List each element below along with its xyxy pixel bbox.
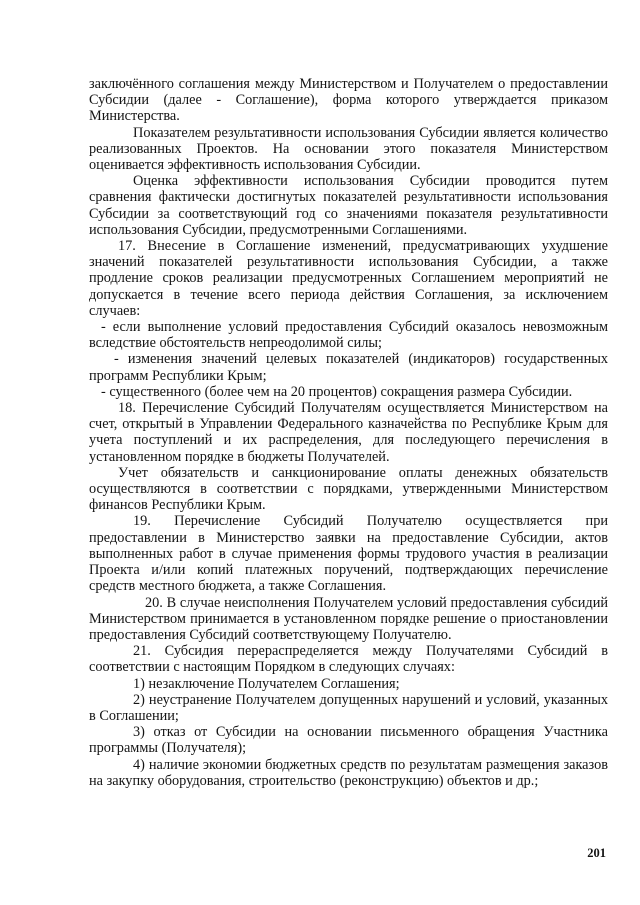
paragraph-item-19: 19. Перечисление Субсидий Получателю осуществляется при предоставлении в Министерство заявки на предоставление Субсидии, актов выполненных работ в случае применения формы трудового участия в реализации Проекта и/или копий платежных поручений, подтверждающих перечисление средств местного бюджета, а также Соглашения. (89, 513, 608, 595)
list-item: 2) неустранение Получателем допущенных нарушений и условий, указанных в Соглашении; (89, 691, 608, 724)
list-item: 3) отказ от Субсидии на основании письменного обращения Участника программы (Получателя); (89, 724, 608, 757)
document-body (89, 76, 608, 789)
paragraph: Оценка эффективности использования Субсидии проводится путем сравнения фактически достигнутых показателей результативности использования Субсидии за соответствующий год со значениями показателя результативности использования Субсидии, предусмотренными Соглашениями. (89, 173, 608, 238)
list-item: 4) наличие экономии бюджетных средств по результатам размещения заказов на закупку оборудования, строительство (реконструкцию) объектов и др.; (89, 756, 608, 789)
list-item: 1) незаключение Получателем Соглашения; (133, 675, 400, 692)
paragraph-item-18: 18. Перечисление Субсидий Получателям осуществляется Министерством на счет, открытый в Управлении Федерального казначейства по Республике Крым для учета поступлений и их распределения, для последующего перечисления в установленном порядке в бюджеты Получателей. (89, 400, 608, 465)
paragraph-item-17: 17. Внесение в Соглашение изменений, предусматривающих ухудшение значений показателей результативности использования Субсидии, а также продление сроков реализации предусмотренных Соглашением мероприятий не допускается в течение всего периода действия Соглашения, за исключением случаев: (89, 238, 608, 319)
page-number: 201 (587, 846, 606, 860)
list-item: - существенного (более чем на 20 процентов) сокращения размера Субсидии. (101, 383, 573, 400)
paragraph-item-21: 21. Субсидия перераспределяется между Получателями Субсидий в соответствии с настоящим Порядком в следующих случаях: (89, 643, 608, 676)
paragraph: заключённого соглашения между Министерством и Получателем о предоставлении Субсидии (далее - Соглашение), форма которого утверждается приказом Министерства. (89, 76, 608, 125)
paragraph: Учет обязательств и санкционирование оплаты денежных обязательств осуществляются в соответствии с порядками, утвержденными Министерством финансов Республики Крым. (89, 464, 608, 514)
paragraph: Показателем результативности использования Субсидии является количество реализованных Проектов. На основании этого показателя Министерством оценивается эффективность использования Субсидии. (89, 124, 608, 174)
list-item: - если выполнение условий предоставления Субсидий оказалось невозможным вследствие обстоятельств непреодолимой силы; (89, 319, 608, 352)
list-item: - изменения значений целевых показателей (индикаторов) государственных программ Республики Крым; (89, 351, 608, 384)
paragraph-item-20: 20. В случае неисполнения Получателем условий предоставления субсидий Министерством принимается в установленном порядке решение о приостановлении предоставления Субсидий соответствующему Получателю. (89, 594, 608, 643)
